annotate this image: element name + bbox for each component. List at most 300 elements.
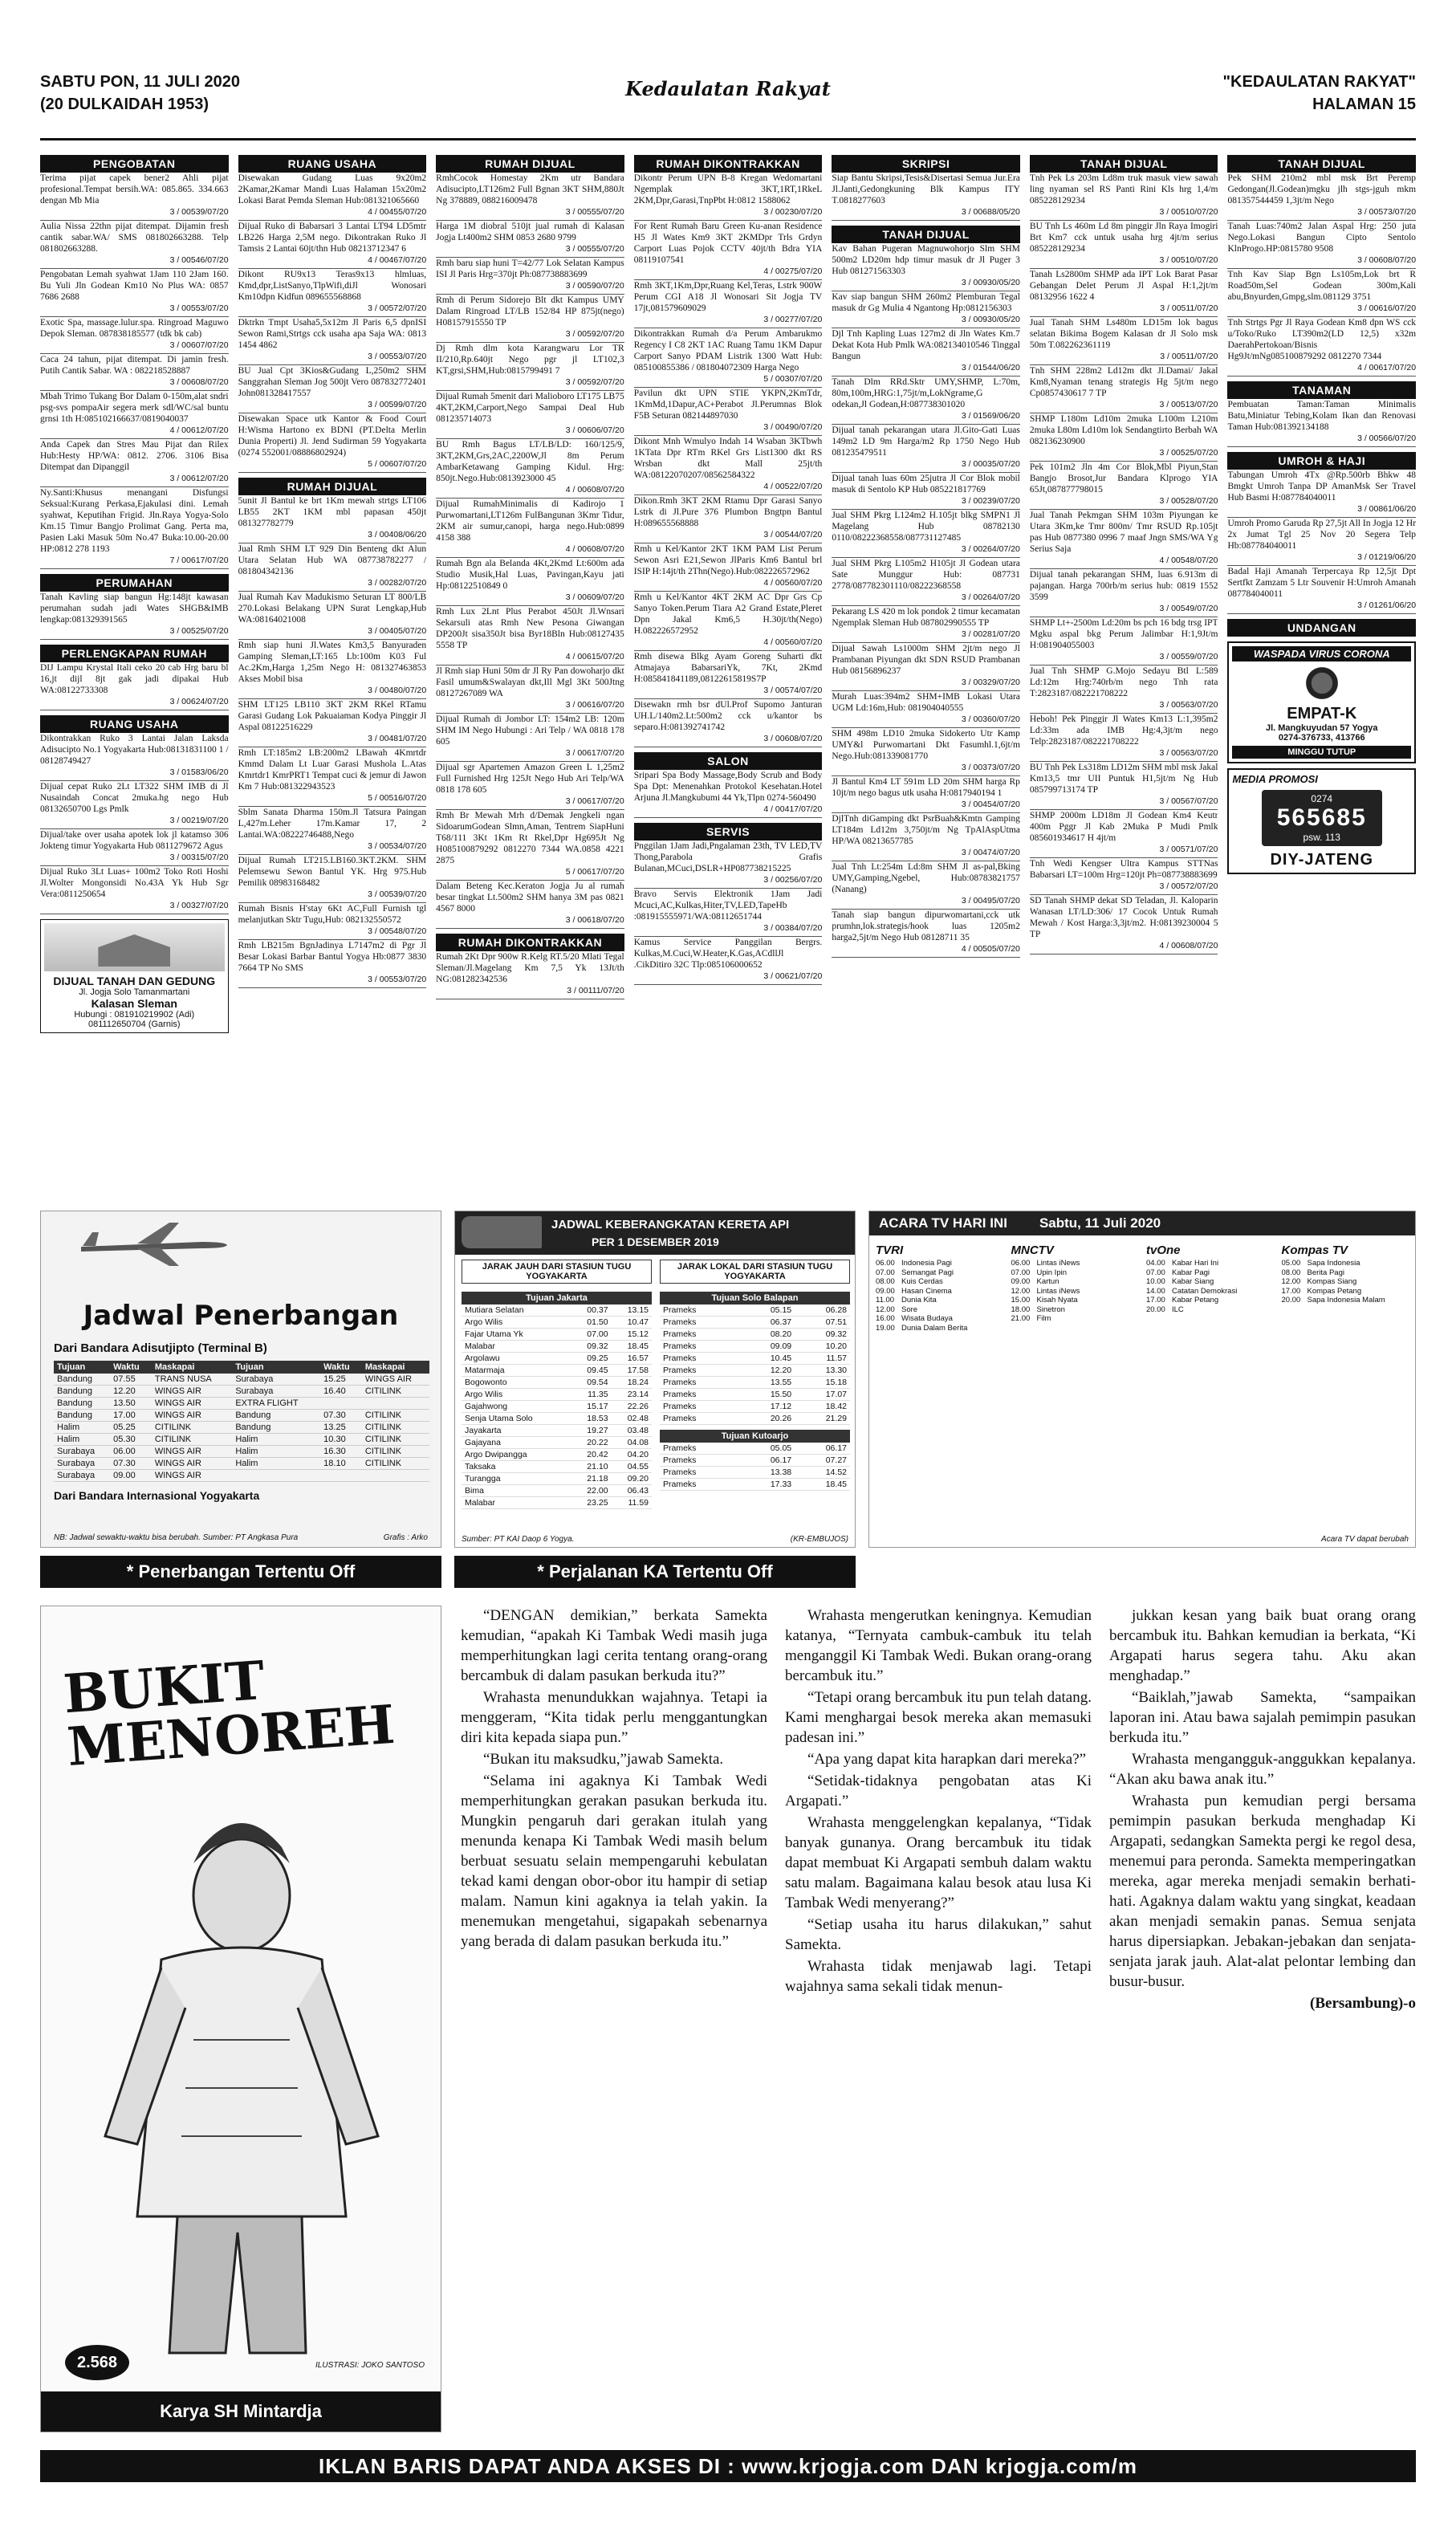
ad-text: RmhCocok Homestay 2Km utr Bandara Adisucipto,LT126m2 Full Bgnan 3KT SHM,880Jt Ng 378889, 088216009478 <box>436 173 624 206</box>
ad-reference: 4 / 00505/07/20 <box>961 944 1020 954</box>
serial-story <box>461 1606 1416 2432</box>
ad-reference: 3 / 00408/06/20 <box>368 530 427 539</box>
classified-ad <box>436 258 624 295</box>
ad-text: Rumah Bgn ala Belanda 4Kt,2Kmd Lt:600m ada Studio Musik,Hal Luas, Pavingan,Kayu jati Hp:08122510849 0 <box>436 559 624 591</box>
ad-text: Jl Bantul Km4 LT 591m LD 20m SHM harga Rp 10jt/m nego bagus utk usaha H:0817940194 1 <box>832 777 1020 798</box>
train-row <box>660 1377 850 1389</box>
tv-channel-logo: MNCTV <box>1011 1243 1054 1257</box>
classified-ad <box>238 495 427 543</box>
classified-ad <box>1030 665 1218 714</box>
tv-program <box>876 1296 1005 1305</box>
tv-program-name: Dunia Dalam Berita <box>901 1323 968 1333</box>
train-cell: Argo Dwipangga <box>462 1449 571 1461</box>
classified-ad <box>436 665 624 714</box>
classified-ad <box>832 813 1020 861</box>
train-cell: 11.57 <box>795 1353 850 1365</box>
ad-text: Rmh LB215m BgnJadinya L7147m2 di Pgr Jl Besar Lokasi Barbar Bantul Yogya Hb:0877 3830 7664 TP No SMS <box>238 941 427 973</box>
train-cell: 19.27 <box>571 1425 611 1437</box>
section-ruang-usaha-a <box>40 715 229 914</box>
ad-divider <box>238 472 427 473</box>
train-cell: 07.51 <box>795 1317 850 1329</box>
ad-reference: 3 / 00230/07/20 <box>763 207 823 217</box>
ad-text: Dalam Beteng Kec.Keraton Jogja Ju al rumah besar tingkat Lt.500m2 SHM hanya 3M pas 0821 4567 8000 <box>436 881 624 914</box>
ad-text: Dijual Ruko 3Lt Luas+ 100m2 Toko Roti Hoshi Jl.Wolter Mongonsidi No.43A Yk Hub Sgr Vera:0811250654 <box>40 867 229 899</box>
train-columns <box>462 1292 850 1509</box>
ad-text: Siap Bantu Skripsi,Tesis&Disertasi Semua Jur.Era Jl.Janti,Gedongkuning Blk Kampus ITY T.0818277603 <box>832 173 1020 206</box>
classified-ad <box>1227 399 1416 447</box>
ad-divider <box>40 568 229 569</box>
ad-text: SD Tanah SHMP dekat SD Teladan, Jl. Kaloparin Wanasan LT/LD:306/ 17 Cocok Untuk Rumah Mewah / Kost Harga:3,3jt/m2. H:08139230004 5 TP <box>1029 896 1218 939</box>
train-row <box>462 1401 652 1413</box>
ad-reference: 3 / 00281/07/20 <box>961 629 1020 639</box>
classified-ad <box>832 510 1020 558</box>
ad-text: BU Rmh Bagus LT/LB/LD: 160/125/9, 3KT,2KM,Grs,2AC,2200W,Jl 8m Perum AmbarKetawang Gamping Kidul. Hrg: 850jt.Nego.Hub:0813923000 45 <box>436 440 624 483</box>
train-row <box>660 1341 850 1353</box>
ad-text: Tanah siap bangun dipurwomartani,cck utk prumhn,lok.strategis/hook luas 1205m2 harga2,5jt/m Nego Hub 08128711 35 <box>832 910 1020 942</box>
train-cell: Bima <box>462 1485 571 1497</box>
classified-ad <box>634 592 823 651</box>
flight-cell: WINGS AIR <box>152 1458 232 1470</box>
classified-ad <box>238 699 427 747</box>
ad-reference: 3 / 00612/07/20 <box>169 474 229 483</box>
flight-row <box>54 1458 429 1470</box>
train-row <box>660 1317 850 1329</box>
classified-ad <box>40 439 229 487</box>
ad-reference: 3 / 00553/07/20 <box>169 303 229 313</box>
flight-cell: Bandung <box>232 1422 320 1434</box>
classified-ad <box>436 173 624 221</box>
tv-time: 09.00 <box>1011 1277 1031 1286</box>
classified-ad <box>238 855 427 903</box>
section-heading: RUMAH DIJUAL <box>436 155 624 173</box>
classified-ad <box>1030 569 1218 617</box>
train-cell: 13.15 <box>612 1305 652 1317</box>
ad-text: Rmh Lux 2Lnt Plus Perabot 450Jt Jl.Wnsari Sekarsuli atas Rmh New Pesona Giwangan DP200Jt sisa350Jt bisa Byr18Bln Hub:08127435 5558 TP <box>436 607 624 650</box>
covid-banner: WASPADA VIRUS CORONA <box>1232 646 1411 661</box>
tv-time: 12.00 <box>876 1305 895 1314</box>
ad-text: DjlTnh diGamping dkt PsrBuah&Kmtn Gamping LT184m Ld12m 3,750jt/m Ng TpAlAspUtma HP/WA 08213657785 <box>832 814 1020 846</box>
train-cell: Malabar <box>462 1497 571 1509</box>
flight-cell <box>362 1470 429 1482</box>
train-subheads <box>462 1260 850 1284</box>
col-5 <box>832 155 1020 1196</box>
ad-reference: 3 / 00510/07/20 <box>1159 255 1218 265</box>
tv-program <box>1011 1287 1141 1296</box>
ad-text: Mbah Trimo Tukang Bor Dalam 0-150m,alat sndri psg-svs pompaAir segera merk sdl/WC/sal buntu grnsi 1th H:085102166637/0819040037 <box>40 392 229 424</box>
ad-text: Dikontrakkan Ruko 3 Lantai Jalan Laksda Adisucipto No.1 Yogyakarta Hub:08131831100 1 / 08128749427 <box>40 734 229 766</box>
ad-reference: 3 / 00315/07/20 <box>169 853 229 862</box>
flight-header-cell: Tujuan <box>232 1361 320 1374</box>
classified-ad <box>1030 895 1218 954</box>
tv-time: 07.00 <box>876 1268 895 1277</box>
classified-ad <box>238 543 427 592</box>
train-row <box>660 1467 850 1479</box>
ad-divider <box>634 817 823 818</box>
ad-text: Tnh Kav Siap Bgn Ls105m,Lok brt R Road50m,Sel Godean 300m,Kali abu,Bnyurden,Gmpg,slm.081129 3751 <box>1227 270 1417 302</box>
tv-time: 08.00 <box>876 1277 895 1286</box>
ad-text: Tanah Luas:740m2 Jalan Aspal Hrg: 250 juta Nego.Lokasi Bangun Cipto Sentolo KlnProgo.HP:0815780 9508 <box>1227 222 1417 254</box>
tv-time: 17.00 <box>1281 1286 1301 1296</box>
ad-reference: 3 / 00617/07/20 <box>565 796 624 806</box>
train-schedule <box>454 1211 856 1548</box>
classified-ad <box>40 317 229 354</box>
tv-program <box>1282 1259 1411 1268</box>
train-cell: 22.26 <box>612 1401 652 1413</box>
ad-reference: 3 / 00566/07/20 <box>1357 433 1417 443</box>
covid-ad <box>1227 641 1416 763</box>
ad-text: Disewakn rmh bsr dUl.Prof Supomo Janturan UH.L/140m2.Lt:500m2 cck u/kantor bs separo.H:081392741742 <box>633 700 823 732</box>
tv-program <box>1011 1296 1141 1305</box>
serial-paragraph: “Tetapi orang bercambuk itu pun telah datang. Kami menghargai besok mereka akan memasuki padesan ini.” <box>785 1689 1092 1746</box>
box-line1: DIJUAL TANAH DAN GEDUNG <box>53 975 216 987</box>
flight-row <box>54 1446 429 1458</box>
ad-text: Rumah 2Kt Dpr 900w R.Kelg RT.5/20 Mlati Tegal Sleman/Jl.Magelang Km 7,5 Yk 13Jt/th NG:081282342536 <box>436 952 624 984</box>
ad-text: Dijual Rumah di Jombor LT: 154m2 LB: 120m SHM IM Nego Hubungi : Ari Telp / WA 0818 178 605 <box>436 714 624 747</box>
comic-illustration <box>73 1799 410 2361</box>
ad-reference: 3 / 00546/07/20 <box>169 255 229 265</box>
ad-text: Rmh u Kel/Kantor 4KT 2KM AC Dpr Grs Cp Sanyo Token.Perum Tiara A2 Grand Estate,Pleret Dpn Jakal Km6,5 H.30jt/th(Nego) H.082226572952 <box>633 592 823 636</box>
train-cell: 09.32 <box>571 1341 611 1353</box>
train-cell: 15.12 <box>612 1329 652 1341</box>
classified-ad <box>1227 470 1416 518</box>
classified-ad <box>634 889 823 937</box>
ad-reference: 3 / 00563/07/20 <box>1159 748 1218 758</box>
train-caption-solo: Tujuan Solo Balapan <box>660 1292 850 1305</box>
classified-ad <box>436 762 624 810</box>
train-cell: Prameks <box>660 1329 739 1341</box>
classifieds-grid <box>40 155 1416 1196</box>
classified-ad <box>832 558 1020 606</box>
tv-date: Sabtu, 11 Juli 2020 <box>1039 1215 1161 1231</box>
tv-program-name: Lintas iNews <box>1036 1286 1080 1296</box>
tv-time: 20.00 <box>1146 1305 1165 1314</box>
ad-reference: 3 / 00617/07/20 <box>565 748 624 758</box>
tv-program-name: Berita Pagi <box>1307 1268 1344 1277</box>
tv-program <box>1282 1287 1411 1296</box>
ad-text: Jual Tnh Lt:254m Ld:8m SHM Jl as-pal,Bking UMY,Gamping,Ngebel, Hub:08783821757 (Nanang) <box>832 862 1020 894</box>
ad-reference: 3 / 00329/07/20 <box>961 678 1020 687</box>
flight-subtitle-2: Dari Bandara Internasional Yogyakarta <box>54 1489 260 1502</box>
covid-phone: 0274-376733, 413766 <box>1278 733 1365 743</box>
train-credit: (KR-EMBUJOS) <box>790 1535 848 1544</box>
train-cell: Prameks <box>660 1317 739 1329</box>
classified-ad <box>238 173 427 221</box>
train-cell: 16.57 <box>612 1353 652 1365</box>
classified-ad <box>436 606 624 665</box>
band-captions <box>40 1556 1416 1588</box>
col-6 <box>1030 155 1218 1196</box>
flight-cell: Halim <box>232 1434 320 1446</box>
section-umroh <box>1227 452 1416 614</box>
train-cell: 09.20 <box>612 1473 652 1485</box>
classified-ad <box>832 328 1020 377</box>
classified-ad <box>436 951 624 999</box>
tv-program <box>1011 1305 1141 1315</box>
classified-ad <box>1030 462 1218 510</box>
train-cell: 15.18 <box>795 1377 850 1389</box>
tv-program <box>876 1305 1005 1315</box>
ad-text: Rmh 3KT,1Km,Dpr,Ruang Kel,Teras, Lstrk 900W Perum CGI A18 Jl Wonosari Sit Jogja TV 17jt,081579609029 <box>633 281 823 313</box>
tv-time: 10.00 <box>1146 1277 1165 1286</box>
ad-reference: 3 / 00474/07/20 <box>961 848 1020 857</box>
train-cell: 03.48 <box>612 1425 652 1437</box>
ad-reference: 3 / 01261/06/20 <box>1357 600 1417 610</box>
building-image <box>44 923 225 971</box>
train-cell: Prameks <box>660 1305 739 1317</box>
train-row <box>660 1365 850 1377</box>
date-line: SABTU PON, 11 JULI 2020 <box>40 73 240 91</box>
train-cell: 21.18 <box>571 1473 611 1485</box>
ad-text: Anda Capek dan Stres Mau Pijat dan Rilex Hub:Hesty HP/WA: 0812. 2706. 3106 Bisa Ditempat dan Dipanggil <box>40 440 229 472</box>
train-cell: 21.10 <box>571 1461 611 1473</box>
tv-time: 20.00 <box>1281 1296 1301 1305</box>
serial-paragraph: “Apa yang dapat kita harapkan dari mereka?” <box>807 1751 1087 1768</box>
train-caption-jakarta: Tujuan Jakarta <box>462 1292 652 1305</box>
masthead-date <box>40 71 240 116</box>
flight-row <box>54 1470 429 1482</box>
train-cell: 04.55 <box>612 1461 652 1473</box>
flight-cell: 10.30 <box>320 1434 362 1446</box>
train-cell: 20.22 <box>571 1437 611 1449</box>
section-heading: RUMAH DIKONTRAKKAN <box>436 934 624 951</box>
tv-program <box>876 1259 1005 1268</box>
ad-text: Dijual RumahMinimalis di Kadirojo 1 Purwomartani,LT126m FulBangunan 3Kmr Tidur, 2KM air sumur,canopi, harga nego.Hub:0899 4158 388 <box>436 499 624 543</box>
tv-time: 04.00 <box>1146 1259 1165 1268</box>
train-cell: 07.00 <box>571 1329 611 1341</box>
train-cell: 11.59 <box>612 1497 652 1509</box>
flight-row <box>54 1386 429 1398</box>
ad-text: Dijual sgr Apartemen Amazon Green L 1,25m2 Full Furnished Hrg 125Jt Nego Hub Ari Telp/WA 0818 178 605 <box>436 763 624 795</box>
classified-ad <box>1030 413 1218 462</box>
classified-ad <box>832 473 1020 510</box>
flight-cell: WINGS AIR <box>152 1470 232 1482</box>
flight-cell: EXTRA FLIGHT <box>232 1398 320 1410</box>
media-number: 565685 <box>1276 804 1367 831</box>
ad-reference: 3 / 00930/05/20 <box>961 315 1020 324</box>
ad-text: BU Jual Cpt 3Kios&Gudang L,250m2 SHM Sanggrahan Sleman Jog 500jt Vero 087832772401 John081328417557 <box>238 366 427 398</box>
train-cell: 04.20 <box>612 1449 652 1461</box>
train-row <box>462 1377 652 1389</box>
classified-ad <box>1030 858 1218 895</box>
col-1 <box>40 155 229 1196</box>
tv-program-name: Dunia Kita <box>901 1296 937 1305</box>
flight-cell: Halim <box>232 1458 320 1470</box>
ad-reference: 3 / 01583/06/20 <box>169 767 229 777</box>
tv-program-name: Indonesia Pagi <box>901 1259 952 1268</box>
tv-program-name: Sapa Indonesia Malam <box>1307 1296 1385 1305</box>
ad-reference: 5 / 00617/07/20 <box>565 867 624 877</box>
train-cell: 12.20 <box>739 1365 795 1377</box>
ad-reference: 3 / 00405/07/20 <box>368 626 427 636</box>
ad-reference: 3 / 00549/07/20 <box>1159 604 1218 613</box>
train-cell: 21.29 <box>795 1413 850 1425</box>
section-pengobatan <box>40 155 229 569</box>
train-cell: 11.35 <box>571 1389 611 1401</box>
flight-schedule <box>40 1211 441 1548</box>
train-cell: Prameks <box>660 1413 739 1425</box>
ad-text: Sripari Spa Body Massage,Body Scrub and Body Spa Dpt: Menenahkan Protokol Kesehatan.Hotel Arjuna Jl.Mangkubumi 44 Yk,Tlpn 0274-560490 <box>633 771 823 803</box>
train-cell: 06.43 <box>612 1485 652 1497</box>
section-heading: TANAH DIJUAL <box>832 226 1020 243</box>
ad-text: Badal Haji Amanah Terpercaya Rp 12,5jt Dpt Sertfkt Zamzam 5 Ltr Souvenir H:Umroh Amanah 087784040011 <box>1227 567 1417 599</box>
ad-text: Jual Rmh SHM LT 929 Din Benteng dkt Alun Utara Selatan Hub WA 087738782277 / 081804342136 <box>238 544 427 576</box>
media-brand: DIY-JATENG <box>1270 851 1374 869</box>
ad-text: Tnh Pek Ls 203m Ld8m truk masuk view sawah ling nyaman sel RS Panti Rini Kls hrg 1,4/m 085228129234 <box>1029 173 1218 206</box>
ad-text: Pengobatan Lemah syahwat 1Jam 110 2Jam 160. Bu Yuli Jln Godean Km10 No Plus WA: 0857 7686 2688 <box>40 270 229 302</box>
train-cell: 15.50 <box>739 1389 795 1401</box>
ad-text: Umroh Promo Garuda Rp 27,5jt All In Jogja 12 Hr 2x Jumat Tgl 25 Nov 20 Segera Telp Hb:087784040011 <box>1227 519 1417 551</box>
flight-row <box>54 1374 429 1386</box>
ad-text: Rmh u Kel/Kantor 2KT 1KM PAM List Perum Sewon Asri E21,Sewon JlParis Km6 Bantul brl ISIP H:14jt/th 2Thn(Nego).Hub:082226572962 <box>633 544 823 576</box>
classified-ad <box>40 354 229 391</box>
ad-reference: 4 / 00455/07/20 <box>368 207 427 217</box>
ad-text: Kav siap bangun SHM 260m2 Plemburan Tegal masuk dr Gg Mulia 4 Ngantong Hp:0812156303 <box>832 292 1020 313</box>
ad-reference: 3 / 01219/06/20 <box>1357 552 1417 562</box>
ad-reference: 3 / 00327/07/20 <box>169 901 229 910</box>
ad-reference: 3 / 00618/07/20 <box>565 915 624 925</box>
ad-text: Tanah Kavling siap bangun Hg:148jt kawasan perumahan sudah jadi Wates SHGB&IMB lengkap:081329391565 <box>40 592 229 625</box>
train-cell: 15.17 <box>571 1401 611 1413</box>
tv-time: 11.00 <box>876 1296 895 1305</box>
train-cell: 10.20 <box>795 1341 850 1353</box>
classified-ad <box>634 937 823 985</box>
section-heading: PERUMAHAN <box>40 574 229 592</box>
train-cell: 14.52 <box>795 1467 850 1479</box>
serial-paragraph: Wrahasta mengangguk-anggukkan kepalanya. “Akan aku bawa anak itu.” <box>1109 1751 1416 1788</box>
train-date: PER 1 DESEMBER 2019 <box>592 1235 719 1248</box>
classified-ad <box>832 861 1020 910</box>
flight-cell: Surabaya <box>232 1374 320 1386</box>
train-cell: 02.48 <box>612 1413 652 1425</box>
train-sub-right: JARAK LOKAL DARI STASIUN TUGU YOGYAKARTA <box>660 1260 850 1284</box>
comic-signer: ILUSTRASI: JOKO SANTOSO <box>315 2361 425 2370</box>
ad-divider <box>40 639 229 640</box>
serial-col-1 <box>461 1606 767 2432</box>
classified-ad <box>436 881 624 929</box>
flight-cell: 12.20 <box>110 1386 152 1398</box>
ad-reference: 3 / 00590/07/20 <box>565 281 624 291</box>
flight-cell <box>362 1398 429 1410</box>
classified-ad <box>1227 566 1416 614</box>
classified-ad <box>238 413 427 473</box>
ad-text: Harga 1M diobral 510jt jual rumah di Kalasan Jogja Lt400m2 SHM 0853 2680 9799 <box>436 222 624 242</box>
train-cell: Prameks <box>660 1365 739 1377</box>
flight-cell: WINGS AIR <box>152 1386 232 1398</box>
flight-cell: Bandung <box>54 1386 110 1398</box>
train-cell: 17.12 <box>739 1401 795 1413</box>
ad-text: Ny.Santi:Khusus menangani Disfungsi Seksual:Kurang Perkasa,Ejakulasi dini. Lemah syahwat, Keputihan Frigid. Jln.Raya Yogya-Solo Km.15 Timur Bangjo Prolimat Gang. Perta ma, Pasien Laki Masuk 50m No.47 Buka:10.00-20.00 HP:0812 278 1193 <box>40 488 229 554</box>
ad-reference: 5 / 00307/07/20 <box>763 374 823 384</box>
phone-icon <box>1262 790 1382 846</box>
classified-ad <box>634 699 823 747</box>
classified-ad <box>238 269 427 317</box>
train-cell: Prameks <box>660 1389 739 1401</box>
train-header <box>455 1211 855 1255</box>
ad-text: Pavilun dkt UPN STIE YKPN,2KmTdr, 1KmMd,1Dapur,AC+Perabot Jl.Perumnas Blok F5B Seturan 082144897030 <box>633 389 823 421</box>
tv-program-name: Upin Ipin <box>1036 1268 1067 1277</box>
ad-text: Dijual/take over usaha apotek lok jl katamso 306 Jokteng timur Yogyakarta Hub 0811279672 Agus <box>40 830 229 851</box>
ad-divider <box>1227 446 1416 447</box>
classified-ad <box>832 606 1020 643</box>
train-row <box>462 1437 652 1449</box>
train-cell: Matarmaja <box>462 1365 571 1377</box>
classified-ad <box>436 714 624 762</box>
ad-reference: 3 / 00525/07/20 <box>1159 448 1218 458</box>
tv-program-name: ILC <box>1172 1305 1184 1314</box>
classified-ad <box>1227 317 1416 377</box>
serial-paragraph: Wrahasta menggelengkan kepalanya, “Tidak banyak gunanya. Orang bercambuk itu tidak dapat membuat Ki Argapati sembuh dalam waktu satu malam. Bagaimana kalau besok atau lusa Ki Tambak Wedi menyerang?” <box>785 1814 1092 1911</box>
flight-subtitle: Dari Bandara Adisutjipto (Terminal B) <box>54 1341 267 1355</box>
masthead <box>40 71 1416 127</box>
serial-paragraph: “Baiklah,”jawab Samekta, “sampaikan laporan ini. Atau bawa sajalah pemimpin pasukan berkuda itu.” <box>1109 1689 1416 1746</box>
section-servis <box>634 823 823 985</box>
ad-reference: 4 / 00560/07/20 <box>763 578 823 588</box>
flight-cell: 09.00 <box>110 1470 152 1482</box>
flight-header-cell: Waktu <box>320 1361 362 1374</box>
ad-reference: 4 / 00608/07/20 <box>565 485 624 495</box>
ad-text: Dikont Mnh Wmulyo Indah 14 Wsaban 3KTbwh 1KTata Dpr RTm RKel Grs List1300 dkt RS Wrsban dkt Mall 25jt/th WA:08122070207/08562584322 <box>633 437 823 480</box>
ad-reference: 3 / 00559/07/20 <box>1159 652 1218 661</box>
tv-program <box>1146 1296 1275 1305</box>
classified-ad <box>634 770 823 818</box>
flight-row <box>54 1398 429 1410</box>
ad-text: BU Tnh Ls 460m Ld 8m pinggir Jln Raya Imogiri Brt Km7 cck untuk usaha hrg 4jt/m serius 085228129234 <box>1029 222 1218 254</box>
train-row <box>660 1353 850 1365</box>
flight-cell <box>320 1470 362 1482</box>
ad-text: Dijual Sawah Ls1000m SHM 2jt/m nego Jl Prambanan Piyungan dkt SDN RSUD Prambanan Hub 08156896237 <box>832 644 1020 676</box>
ad-reference: 7 / 00617/07/20 <box>169 556 229 565</box>
train-cell: 17.07 <box>795 1389 850 1401</box>
ad-text: Kav Bahan Pugeran Magnuwohorjo Slm SHM 500m2 LD20m hdp timur masuk dr Jl Puger 3 Hub 081271563303 <box>832 244 1020 276</box>
flight-cell: Surabaya <box>54 1470 110 1482</box>
ad-reference: 3 / 00277/07/20 <box>763 315 823 324</box>
flight-cell: 17.00 <box>110 1410 152 1422</box>
ad-text: Dijual Rumah LT215.LB160.3KT.2KM. SHM Pelemsewu Sewon Bantul YK. Hrg 975.Hub Pemilik 08983168482 <box>238 856 427 888</box>
section-tanah-dijual-c <box>1227 155 1416 377</box>
train-cell: Gajayana <box>462 1437 571 1449</box>
ad-text: Disewakan Gudang Luas 9x20m2 2Kamar,2Kamar Mandi Luas Halaman 15x20m2 Lokasi Barat Pemda Sleman Hub:081321065660 <box>238 173 427 206</box>
train-cell: 06.28 <box>795 1305 850 1317</box>
tv-columns <box>876 1242 1410 1531</box>
ad-reference: 3 / 00534/07/20 <box>368 841 427 851</box>
section-perumahan <box>40 574 229 640</box>
ad-reference: 3 / 00555/07/20 <box>565 244 624 254</box>
serial-paragraph: Wrahasta mengerutkan keningnya. Kemudian katanya, “Ternyata cambuk-cambuk itu telah menganggil Ki Tambak Wedi. Bukan orang-orang bercambuk itu.” <box>785 1607 1092 1684</box>
classified-ad <box>436 391 624 439</box>
classified-ad <box>40 221 229 269</box>
train-cell: 06.17 <box>739 1455 795 1467</box>
flight-cell: TRANS NUSA <box>152 1374 232 1386</box>
train-row <box>660 1455 850 1467</box>
serial-paragraph: “DENGAN demikian,” berkata Samekta kemudian, “apakah Ki Tambak Wedi masih juga memperhitungkan lagi cerita tentang orang-orang bercambuk di dalam pasukan berkuda itu?” <box>461 1607 767 1684</box>
ad-text: Dj Rmh dlm kota Karangwaru Lor TR II/210,Rp.640jt Nego pgr jl LT102,3 KT,grsi,SHM,Hub:0815799491 7 <box>436 344 624 376</box>
ad-reference: 3 / 00548/07/20 <box>368 926 427 936</box>
ad-text: Dijual cepat Ruko 2Lt LT322 SHM IMB di Jl Nusaindah Concat 2muka.hg nego Hub 08132650700 Lgs Pmlk <box>40 782 229 814</box>
ad-text: DIJ Lampu Krystal Itali ceko 20 cab Hrg baru bl 16,jt dijl 8jt gak jadi dipakai Hub WA:08122733308 <box>40 663 229 695</box>
train-cell: 10.45 <box>739 1353 795 1365</box>
train-cell: 09.32 <box>795 1329 850 1341</box>
train-cell: Prameks <box>660 1341 739 1353</box>
flight-cell <box>232 1470 320 1482</box>
section-skripsi <box>832 155 1020 221</box>
flight-cell: 13.25 <box>320 1422 362 1434</box>
tv-program-name: Sore <box>901 1305 918 1314</box>
ad-reference: 3 / 00563/07/20 <box>1159 700 1218 710</box>
tv-program <box>1011 1268 1141 1278</box>
train-cell: Gajahwong <box>462 1401 571 1413</box>
media-promosi-ad <box>1227 768 1416 874</box>
footer-banner: IKLAN BARIS DAPAT ANDA AKSES DI : www.krjogja.com DAN krjogja.com/m <box>40 2450 1416 2482</box>
